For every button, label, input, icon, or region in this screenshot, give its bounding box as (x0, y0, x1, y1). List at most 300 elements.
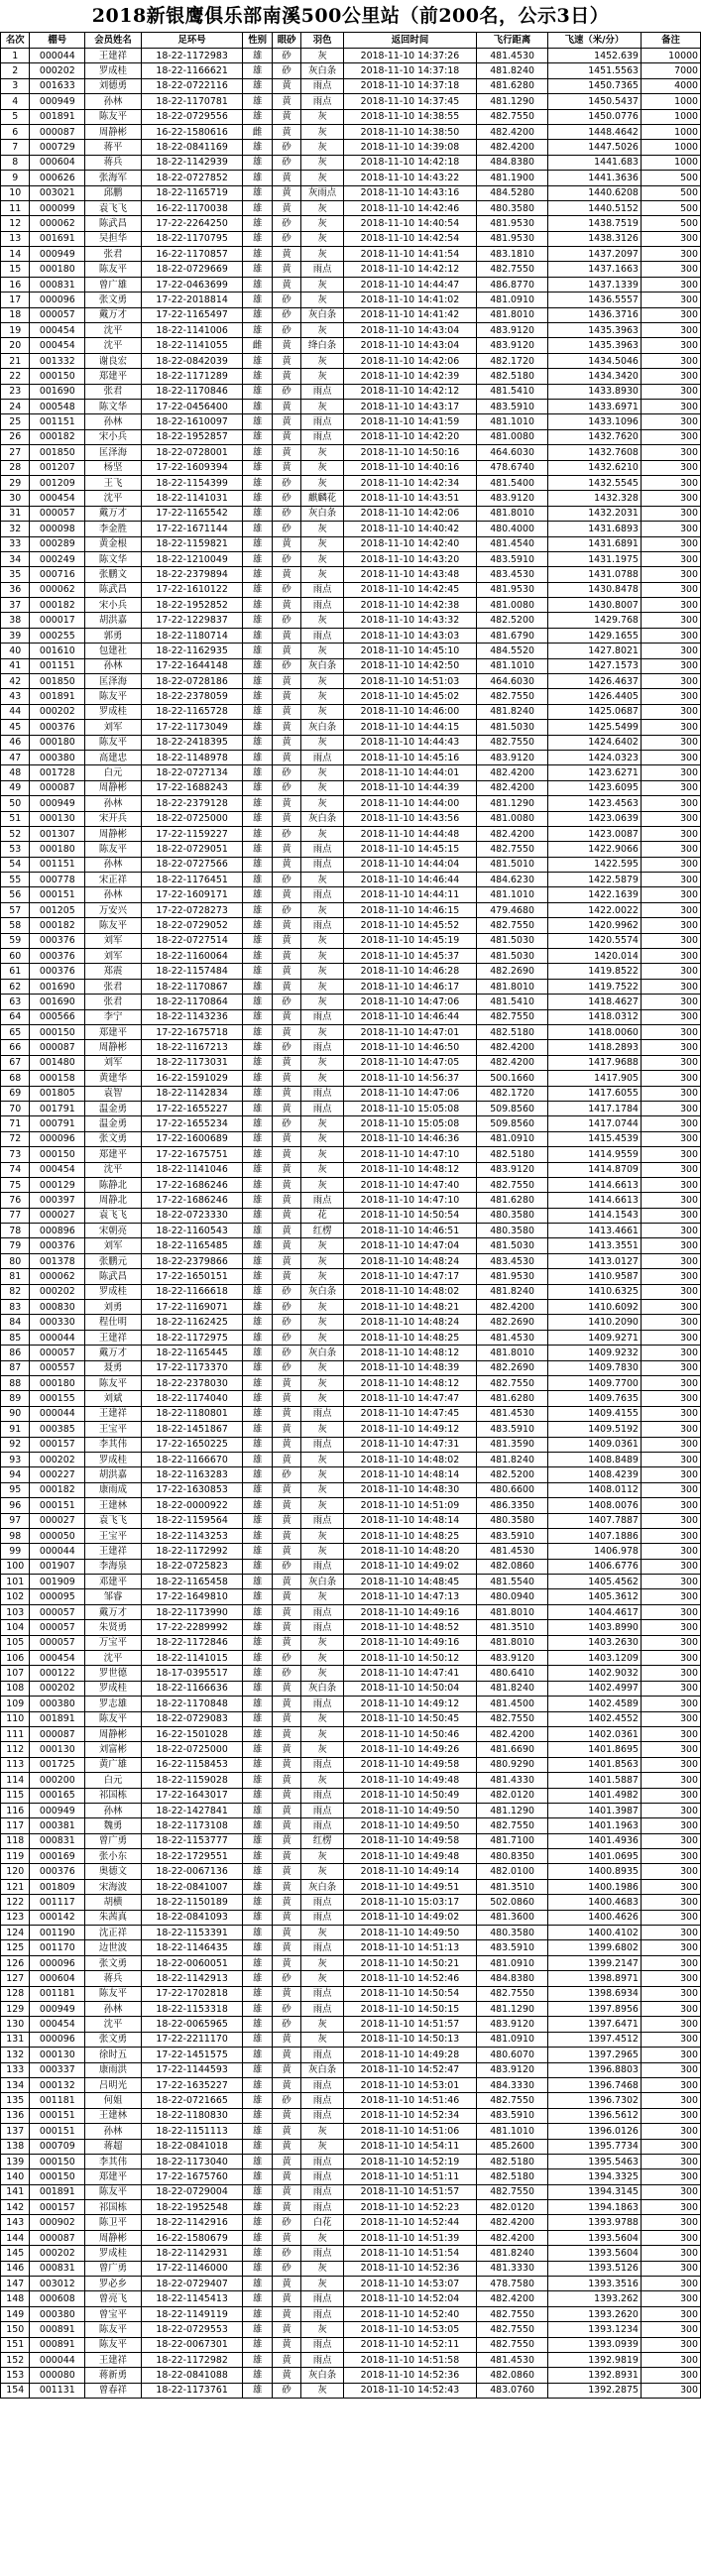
remarks-cell: 300 (641, 2184, 700, 2199)
speed-cell: 1392.9819 (548, 2352, 642, 2367)
distance-cell: 484.8380 (477, 155, 548, 170)
distance-cell: 484.6230 (477, 873, 548, 887)
table-row (1, 2322, 701, 2337)
color-cell: 灰白条 (301, 811, 344, 826)
ring-number-cell: 18-22-1159564 (141, 1513, 243, 1528)
speed-cell: 1409.7830 (548, 1360, 642, 1375)
rank-cell: 144 (1, 2230, 30, 2245)
loft-id-cell: 000096 (30, 293, 85, 307)
ring-number-cell: 18-22-1165458 (141, 1575, 243, 1589)
sex-cell: 雄 (243, 613, 272, 628)
eye-cell: 黄 (272, 277, 300, 292)
speed-cell: 1400.8935 (548, 1864, 642, 1879)
table-row (1, 1422, 701, 1437)
remarks-cell: 300 (641, 1818, 700, 1833)
return-time-cell: 2018-11-10 14:49:16 (343, 1635, 476, 1650)
speed-cell: 1414.6613 (548, 1193, 642, 1208)
return-time-cell: 2018-11-10 14:53:07 (343, 2277, 476, 2291)
table-row (1, 460, 701, 475)
speed-cell: 1432.5545 (548, 475, 642, 490)
distance-cell: 486.8770 (477, 277, 548, 292)
eye-cell: 黄 (272, 445, 300, 460)
remarks-cell: 300 (641, 2306, 700, 2321)
return-time-cell: 2018-11-10 14:46:00 (343, 704, 476, 719)
sex-cell: 雄 (243, 2154, 272, 2168)
eye-cell: 黄 (272, 399, 300, 413)
loft-id-cell: 000604 (30, 155, 85, 170)
rank-cell: 134 (1, 2077, 30, 2092)
distance-cell: 481.3510 (477, 1620, 548, 1635)
return-time-cell: 2018-11-10 14:49:02 (343, 1559, 476, 1574)
color-cell: 灰 (301, 49, 344, 63)
distance-cell: 482.5200 (477, 613, 548, 628)
table-row (1, 307, 701, 322)
table-row (1, 2139, 701, 2154)
distance-cell: 482.7550 (477, 1009, 548, 1024)
return-time-cell: 2018-11-10 14:41:02 (343, 293, 476, 307)
rank-cell: 131 (1, 2032, 30, 2047)
table-row (1, 78, 701, 93)
return-time-cell: 2018-11-10 14:51:46 (343, 2093, 476, 2108)
color-cell: 灰白条 (301, 307, 344, 322)
member-name-cell: 吴担华 (85, 231, 142, 246)
return-time-cell: 2018-11-10 14:38:55 (343, 109, 476, 124)
distance-cell: 481.3510 (477, 1879, 548, 1894)
loft-id-cell: 000044 (30, 49, 85, 63)
member-name-cell: 康雨成 (85, 1482, 142, 1497)
remarks-cell: 300 (641, 491, 700, 506)
member-name-cell: 白元 (85, 1773, 142, 1788)
speed-cell: 1448.4642 (548, 124, 642, 139)
color-cell: 灰 (301, 140, 344, 155)
return-time-cell: 2018-11-10 14:47:47 (343, 1391, 476, 1406)
eye-cell: 黄 (272, 796, 300, 811)
loft-id-cell: 001633 (30, 78, 85, 93)
member-name-cell: 孙林 (85, 1803, 142, 1817)
distance-cell: 482.2690 (477, 1360, 548, 1375)
distance-cell: 481.5030 (477, 949, 548, 964)
color-cell: 雨点 (301, 1513, 344, 1528)
distance-cell: 483.5910 (477, 2108, 548, 2123)
loft-id-cell: 000027 (30, 1513, 85, 1528)
loft-id-cell: 000831 (30, 277, 85, 292)
rank-cell: 106 (1, 1651, 30, 1666)
speed-cell: 1422.5879 (548, 873, 642, 887)
table-row (1, 2246, 701, 2261)
rank-cell: 83 (1, 1300, 30, 1315)
table-row (1, 2154, 701, 2168)
col-header-loft-id: 棚号 (30, 33, 85, 49)
remarks-cell: 300 (641, 369, 700, 384)
distance-cell: 481.8240 (477, 704, 548, 719)
ring-number-cell: 18-22-1153391 (141, 1926, 243, 1940)
table-row (1, 124, 701, 139)
remarks-cell: 300 (641, 429, 700, 444)
rank-cell: 87 (1, 1360, 30, 1375)
ring-number-cell: 18-22-0841088 (141, 2368, 243, 2383)
member-name-cell: 沈平 (85, 338, 142, 353)
sex-cell: 雄 (243, 231, 272, 246)
sex-cell: 雄 (243, 2184, 272, 2199)
table-row (1, 1071, 701, 1086)
loft-id-cell: 001151 (30, 658, 85, 673)
eye-cell: 黄 (272, 353, 300, 368)
sex-cell: 雄 (243, 1726, 272, 1741)
color-cell: 雨点 (301, 78, 344, 93)
remarks-cell: 500 (641, 185, 700, 200)
speed-cell: 1410.6325 (548, 1284, 642, 1299)
sex-cell: 雄 (243, 155, 272, 170)
ring-number-cell: 17-22-1451575 (141, 2048, 243, 2062)
remarks-cell: 300 (641, 1544, 700, 1559)
ring-number-cell: 18-22-0729004 (141, 2184, 243, 2199)
eye-cell: 砂 (272, 323, 300, 338)
eye-cell: 黄 (272, 689, 300, 704)
speed-cell: 1434.3420 (548, 369, 642, 384)
rank-cell: 49 (1, 780, 30, 795)
table-row (1, 1681, 701, 1696)
ring-number-cell: 18-22-1151113 (141, 2124, 243, 2139)
eye-cell: 黄 (272, 1071, 300, 1086)
eye-cell: 黄 (272, 262, 300, 277)
remarks-cell: 300 (641, 689, 700, 704)
loft-id-cell: 000557 (30, 1360, 85, 1375)
loft-id-cell: 001480 (30, 1055, 85, 1070)
table-row (1, 1346, 701, 1360)
ring-number-cell: 18-22-1166618 (141, 1284, 243, 1299)
ring-number-cell: 18-22-1172846 (141, 1635, 243, 1650)
distance-cell: 482.4200 (477, 2291, 548, 2306)
speed-cell: 1450.5437 (548, 94, 642, 109)
color-cell: 雨点 (301, 1437, 344, 1452)
speed-cell: 1402.9032 (548, 1666, 642, 1681)
distance-cell: 481.1010 (477, 887, 548, 902)
member-name-cell: 刘富彬 (85, 1742, 142, 1757)
eye-cell: 黄 (272, 1422, 300, 1437)
return-time-cell: 2018-11-10 14:50:12 (343, 1651, 476, 1666)
table-row (1, 811, 701, 826)
ring-number-cell: 18-22-1153777 (141, 1833, 243, 1848)
remarks-cell: 300 (641, 1773, 700, 1788)
table-row (1, 949, 701, 964)
loft-id-cell: 000831 (30, 2261, 85, 2276)
return-time-cell: 2018-11-10 14:37:45 (343, 94, 476, 109)
eye-cell: 黄 (272, 811, 300, 826)
color-cell: 灰 (301, 1498, 344, 1513)
eye-cell: 黄 (272, 1635, 300, 1650)
remarks-cell: 300 (641, 1559, 700, 1574)
color-cell: 灰白条 (301, 658, 344, 673)
loft-id-cell: 000376 (30, 1238, 85, 1253)
speed-cell: 1434.5046 (548, 353, 642, 368)
remarks-cell: 300 (641, 323, 700, 338)
eye-cell: 黄 (272, 1055, 300, 1070)
eye-cell: 黄 (272, 1513, 300, 1528)
distance-cell: 482.7550 (477, 2337, 548, 2352)
remarks-cell: 300 (641, 1253, 700, 1268)
remarks-cell: 300 (641, 1009, 700, 1024)
sex-cell: 雄 (243, 1773, 272, 1788)
ring-number-cell: 18-22-1610097 (141, 414, 243, 429)
color-cell: 灰 (301, 353, 344, 368)
sex-cell: 雄 (243, 1544, 272, 1559)
member-name-cell: 胡洪嘉 (85, 1467, 142, 1482)
table-row (1, 522, 701, 536)
eye-cell: 黄 (272, 2200, 300, 2215)
table-row (1, 1544, 701, 1559)
eye-cell: 黄 (272, 2139, 300, 2154)
table-row (1, 918, 701, 933)
loft-id-cell: 000949 (30, 796, 85, 811)
speed-cell: 1431.6893 (548, 522, 642, 536)
rank-cell: 128 (1, 1986, 30, 2001)
eye-cell: 黄 (272, 1818, 300, 1833)
remarks-cell: 300 (641, 1071, 700, 1086)
loft-id-cell: 000027 (30, 1208, 85, 1223)
sex-cell: 雄 (243, 384, 272, 399)
ring-number-cell: 18-22-1162425 (141, 1315, 243, 1330)
speed-cell: 1400.4683 (548, 1895, 642, 1910)
table-row (1, 2169, 701, 2184)
return-time-cell: 2018-11-10 14:44:00 (343, 796, 476, 811)
member-name-cell: 刘斌 (85, 1391, 142, 1406)
distance-cell: 483.5910 (477, 1940, 548, 1955)
return-time-cell: 2018-11-10 14:53:05 (343, 2322, 476, 2337)
distance-cell: 482.7550 (477, 2322, 548, 2337)
remarks-cell: 300 (641, 949, 700, 964)
table-row (1, 933, 701, 948)
speed-cell: 1398.8971 (548, 1971, 642, 1986)
ring-number-cell: 18-22-1451867 (141, 1422, 243, 1437)
distance-cell: 481.8010 (477, 1635, 548, 1650)
distance-cell: 480.3580 (477, 200, 548, 215)
loft-id-cell: 001850 (30, 445, 85, 460)
remarks-cell: 300 (641, 2230, 700, 2245)
ring-number-cell: 18-22-0727852 (141, 171, 243, 185)
rank-cell: 60 (1, 949, 30, 964)
loft-id-cell: 000896 (30, 1224, 85, 1238)
speed-cell: 1409.7635 (548, 1391, 642, 1406)
color-cell: 灰白条 (301, 2368, 344, 2383)
eye-cell: 砂 (272, 49, 300, 63)
distance-cell: 481.4530 (477, 49, 548, 63)
color-cell: 雨点 (301, 384, 344, 399)
sex-cell: 雄 (243, 735, 272, 750)
rank-cell: 78 (1, 1224, 30, 1238)
rank-cell: 120 (1, 1864, 30, 1879)
color-cell: 红楞 (301, 1224, 344, 1238)
sex-cell: 雄 (243, 2124, 272, 2139)
sex-cell: 雄 (243, 1101, 272, 1115)
eye-cell: 黄 (272, 2230, 300, 2245)
member-name-cell: 王宝平 (85, 1422, 142, 1437)
color-cell: 灰 (301, 1726, 344, 1741)
table-row (1, 2108, 701, 2123)
return-time-cell: 2018-11-10 14:46:28 (343, 964, 476, 979)
return-time-cell: 2018-11-10 14:37:18 (343, 78, 476, 93)
speed-cell: 1396.0126 (548, 2124, 642, 2139)
remarks-cell: 300 (641, 2337, 700, 2352)
color-cell: 灰 (301, 1971, 344, 1986)
table-row (1, 644, 701, 658)
ring-number-cell: 17-22-1643017 (141, 1788, 243, 1803)
member-name-cell: 王建祥 (85, 2352, 142, 2367)
sex-cell: 雄 (243, 689, 272, 704)
loft-id-cell: 000454 (30, 338, 85, 353)
rank-cell: 142 (1, 2200, 30, 2215)
rank-cell: 72 (1, 1131, 30, 1146)
table-row (1, 277, 701, 292)
distance-cell: 481.0910 (477, 2032, 548, 2047)
speed-cell: 1396.8803 (548, 2062, 642, 2077)
return-time-cell: 2018-11-10 14:49:12 (343, 1422, 476, 1437)
eye-cell: 黄 (272, 1910, 300, 1925)
sex-cell: 雄 (243, 1528, 272, 1543)
sex-cell: 雄 (243, 2169, 272, 2184)
speed-cell: 1396.7302 (548, 2093, 642, 2108)
color-cell: 灰 (301, 644, 344, 658)
sex-cell: 雄 (243, 1284, 272, 1299)
ring-number-cell: 17-22-1675718 (141, 1025, 243, 1040)
return-time-cell: 2018-11-10 14:44:15 (343, 720, 476, 735)
table-row (1, 2093, 701, 2108)
speed-cell: 1396.5612 (548, 2108, 642, 2123)
eye-cell: 黄 (272, 109, 300, 124)
rank-cell: 116 (1, 1803, 30, 1817)
col-header-return-time: 返回时间 (343, 33, 476, 49)
color-cell: 雨点 (301, 1788, 344, 1803)
rank-cell: 29 (1, 475, 30, 490)
speed-cell: 1429.768 (548, 613, 642, 628)
return-time-cell: 2018-11-10 14:43:04 (343, 338, 476, 353)
color-cell: 雨点 (301, 1559, 344, 1574)
color-cell: 灰 (301, 689, 344, 704)
table-row (1, 1177, 701, 1192)
color-cell: 灰 (301, 445, 344, 460)
sex-cell: 雄 (243, 887, 272, 902)
table-row (1, 216, 701, 231)
table-row (1, 2048, 701, 2062)
loft-id-cell: 000376 (30, 949, 85, 964)
rank-cell: 24 (1, 399, 30, 413)
speed-cell: 1401.8695 (548, 1742, 642, 1757)
ring-number-cell: 18-22-0000922 (141, 1498, 243, 1513)
ring-number-cell: 18-22-1141006 (141, 323, 243, 338)
distance-cell: 486.3350 (477, 1498, 548, 1513)
rank-cell: 119 (1, 1849, 30, 1864)
ring-number-cell: 18-22-1142939 (141, 155, 243, 170)
return-time-cell: 2018-11-10 14:49:26 (343, 1742, 476, 1757)
ring-number-cell: 17-22-1655234 (141, 1116, 243, 1131)
remarks-cell: 300 (641, 796, 700, 811)
remarks-cell: 300 (641, 1391, 700, 1406)
distance-cell: 481.7100 (477, 1833, 548, 1848)
member-name-cell: 戴万才 (85, 506, 142, 521)
remarks-cell: 10000 (641, 49, 700, 63)
rank-cell: 84 (1, 1315, 30, 1330)
table-row (1, 1284, 701, 1299)
member-name-cell: 高建忠 (85, 750, 142, 764)
eye-cell: 砂 (272, 307, 300, 322)
distance-cell: 481.4330 (477, 1773, 548, 1788)
loft-id-cell: 000454 (30, 323, 85, 338)
speed-cell: 1401.4936 (548, 1833, 642, 1848)
loft-id-cell: 000202 (30, 1284, 85, 1299)
eye-cell: 黄 (272, 1833, 300, 1848)
member-name-cell: 黄广雄 (85, 1757, 142, 1772)
speed-cell: 1413.3551 (548, 1238, 642, 1253)
sex-cell: 雄 (243, 2048, 272, 2062)
return-time-cell: 2018-11-10 14:47:41 (343, 1666, 476, 1681)
loft-id-cell: 000096 (30, 1131, 85, 1146)
distance-cell: 482.0120 (477, 2200, 548, 2215)
table-row (1, 429, 701, 444)
speed-cell: 1441.3636 (548, 171, 642, 185)
eye-cell: 黄 (272, 704, 300, 719)
rank-cell: 31 (1, 506, 30, 521)
speed-cell: 1425.5499 (548, 720, 642, 735)
sex-cell: 雄 (243, 49, 272, 63)
return-time-cell: 2018-11-10 14:40:42 (343, 522, 476, 536)
distance-cell: 482.5180 (477, 2154, 548, 2168)
sex-cell: 雄 (243, 2017, 272, 2032)
distance-cell: 482.0860 (477, 1559, 548, 1574)
color-cell: 灰 (301, 1116, 344, 1131)
loft-id-cell: 000150 (30, 369, 85, 384)
loft-id-cell: 001181 (30, 1986, 85, 2001)
remarks-cell: 300 (641, 1452, 700, 1466)
sex-cell: 雄 (243, 1452, 272, 1466)
speed-cell: 1396.7468 (548, 2077, 642, 2092)
loft-id-cell: 000182 (30, 429, 85, 444)
loft-id-cell: 001332 (30, 353, 85, 368)
loft-id-cell: 001690 (30, 384, 85, 399)
return-time-cell: 2018-11-10 14:49:48 (343, 1773, 476, 1788)
rank-cell: 25 (1, 414, 30, 429)
speed-cell: 1392.2875 (548, 2383, 642, 2398)
sex-cell: 雄 (243, 1757, 272, 1772)
distance-cell: 481.6280 (477, 78, 548, 93)
distance-cell: 482.4200 (477, 1300, 548, 1315)
remarks-cell: 300 (641, 2062, 700, 2077)
member-name-cell: 刘军 (85, 720, 142, 735)
rank-cell: 4 (1, 94, 30, 109)
sex-cell: 雄 (243, 475, 272, 490)
loft-id-cell: 000157 (30, 1437, 85, 1452)
member-name-cell: 袁飞飞 (85, 1513, 142, 1528)
color-cell: 雨点 (301, 857, 344, 872)
distance-cell: 482.1720 (477, 353, 548, 368)
table-row (1, 1406, 701, 1421)
member-name-cell: 康雨洪 (85, 2062, 142, 2077)
loft-id-cell: 001891 (30, 109, 85, 124)
ring-number-cell: 17-22-1702818 (141, 1986, 243, 2001)
loft-id-cell: 000157 (30, 2200, 85, 2215)
table-row (1, 1895, 701, 1910)
loft-id-cell: 000902 (30, 2215, 85, 2230)
rank-cell: 150 (1, 2322, 30, 2337)
remarks-cell: 300 (641, 1422, 700, 1437)
member-name-cell: 孙林 (85, 2002, 142, 2017)
table-row (1, 1604, 701, 1619)
loft-id-cell: 001131 (30, 2383, 85, 2398)
distance-cell: 481.1010 (477, 2124, 548, 2139)
remarks-cell: 4000 (641, 78, 700, 93)
speed-cell: 1438.3126 (548, 231, 642, 246)
distance-cell: 509.8560 (477, 1101, 548, 1115)
table-row (1, 506, 701, 521)
color-cell: 灰 (301, 231, 344, 246)
